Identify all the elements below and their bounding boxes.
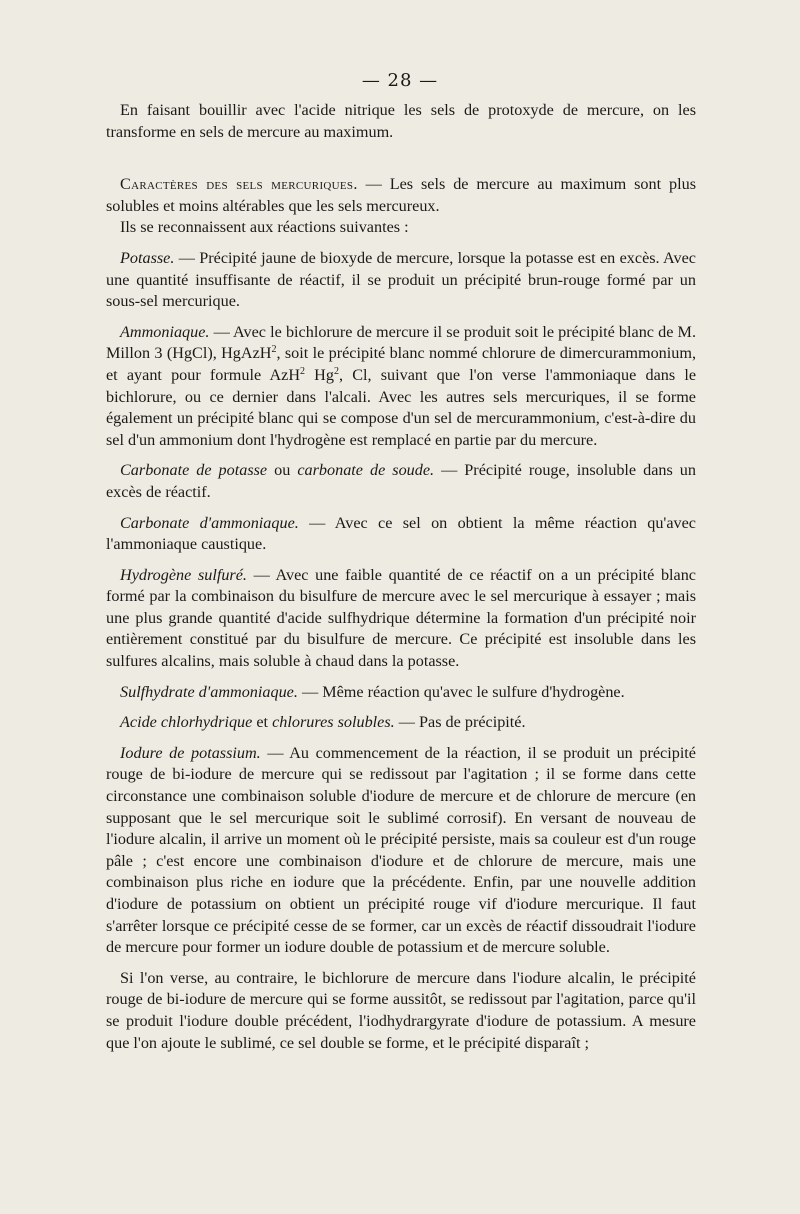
reaction-iodure-potassium: [106, 743, 696, 959]
reaction-potasse: [106, 248, 696, 313]
reaction-carbonate-potasse: [106, 460, 696, 503]
paragraph-text: Ils se reconnaissent aux réactions suivantes :: [120, 218, 409, 237]
superscript: 2: [300, 365, 306, 377]
reagent-term: Carbonate d'ammoniaque.: [120, 513, 299, 532]
section-heading: Caractères des sels mercuriques.: [120, 175, 358, 194]
reagent-term: carbonate de soude.: [297, 461, 435, 480]
paragraph-text: — Pas de précipité.: [394, 713, 526, 732]
reaction-hydrogene-sulfure: [106, 565, 696, 673]
reaction-sulfhydrate: [106, 682, 696, 704]
page-number: — 28 —: [361, 70, 439, 91]
reagent-term: Ammoniaque.: [120, 322, 210, 341]
dash: —: [357, 175, 390, 194]
paragraph: [106, 968, 696, 1054]
paragraph-text: En faisant bouillir avec l'acide nitrique les sels de protoxyde de mercure, on les transforme en sels de mercure au maximum.: [106, 101, 696, 141]
paragraph-text: — Avec ce sel on obtient la même réaction qu'avec l'ammoniaque caustique.: [106, 513, 696, 554]
paragraph-section-heading: [106, 174, 696, 217]
paragraph-text: Les sels de mercure au maximum sont plus solubles et moins altérables que les sels mercureux.: [106, 175, 697, 215]
paragraph-text: — Au commencement de la réaction, il se produit un précipité rouge de bi-iodure de mercure qui se redissout par l'agitation ; il se forme dans cette circonstance une combinaison soluble d'iodure de mercure et de chlorure de mercure (en supposant que le sel mercurique soit le sublimé corrosif). En versant de nouveau de l'iodure alcalin, il arrive un moment où le précipité persiste, mais sa couleur est d'un rouge pâle ; c'est encore une combinaison d'iodure et de chlorure de mercure, mais une combinaison plus riche en iodure que la précédente. Enfin, par une nouvelle addition d'iodure de potassium on obtient un précipité rouge vif d'iodure mercurique. Il faut s'arrêter lorsque ce précipité cesse de se former, car un excès de réactif dissoudrait l'iodure de mercure pour former un iodure double de potassium et de mercure soluble.: [106, 743, 696, 957]
paragraph-text: , Cl, suivant que l'on verse l'ammoniaque dans le bichlorure, ou ce dernier dans l'alcali. Avec les autres sels mercuriques, il se forme également un précipité blanc qui se compose d'un sel de mercurammonium, c'est-à-dire du sel d'un ammonium dont l'hydrogène est remplacé en partie par du mercure.: [106, 365, 697, 449]
reagent-term: Potasse.: [120, 248, 175, 267]
paragraph: [106, 217, 696, 239]
superscript: 2: [271, 344, 277, 356]
body-text: [106, 100, 696, 1054]
conjunction: ou: [267, 461, 298, 480]
conjunction: et: [252, 713, 273, 732]
reagent-term: Acide chlorhydrique: [120, 713, 253, 732]
paragraph: [106, 100, 696, 143]
reagent-term: Carbonate de potasse: [120, 461, 268, 480]
reaction-acide-chlorhydrique: [106, 712, 696, 734]
paragraph-text: Si l'on verse, au contraire, le bichlorure de mercure dans l'iodure alcalin, le précipité rouge de bi-iodure de mercure qui se forme aussitôt, se redissout par l'agitation, parce qu'il se produit l'iodure double précédent, l'iodhydrargyrate d'iodure de potassium. A mesure que l'on ajoute le sublimé, ce sel double se forme, et le précipité disparaît ;: [106, 968, 696, 1052]
reagent-term: Hydrogène sulfuré.: [120, 565, 247, 584]
reaction-carbonate-ammoniaque: [106, 513, 696, 556]
paragraph-text: , soit le précipité blanc nommé chlorure de dimercurammonium, et ayant pour formule AzH: [106, 344, 696, 384]
paragraph-text: — Même réaction qu'avec le sulfure d'hydrogène.: [297, 682, 625, 701]
paragraph-text: — Avec une faible quantité de ce réactif on a un précipité blanc formé par la combinaison du bisulfure de mercure avec le sel mercurique à essayer ; mais une plus grande quantité d'acide sulfhydrique détermine la formation d'un précipité noir entièrement constitué par du bisulfure de mercure. Ce précipité est insoluble dans les sulfures alcalins, mais soluble à chaud dans la potasse.: [106, 565, 696, 671]
superscript: 2: [333, 365, 339, 377]
paragraph-text: — Précipité jaune de bioxyde de mercure, lorsque la potasse est en excès. Avec une quantité insuffisante de réactif, il se produit un précipité brun-rouge formé par un sous-sel mercurique.: [106, 248, 696, 311]
paragraph-text: — Avec le bichlorure de mercure il se produit soit le précipité blanc de M. Millon 3 (HgCl), HgAzH: [106, 322, 696, 363]
reaction-ammoniaque: [106, 322, 696, 452]
reagent-term: Iodure de potassium.: [120, 743, 261, 762]
reagent-term: Sulfhydrate d'ammoniaque.: [120, 682, 298, 701]
reagent-term: chlorures solubles.: [272, 713, 395, 732]
paragraph-text: Hg: [305, 365, 334, 384]
paragraph-text: — Précipité rouge, insoluble dans un excès de réactif.: [106, 461, 696, 501]
